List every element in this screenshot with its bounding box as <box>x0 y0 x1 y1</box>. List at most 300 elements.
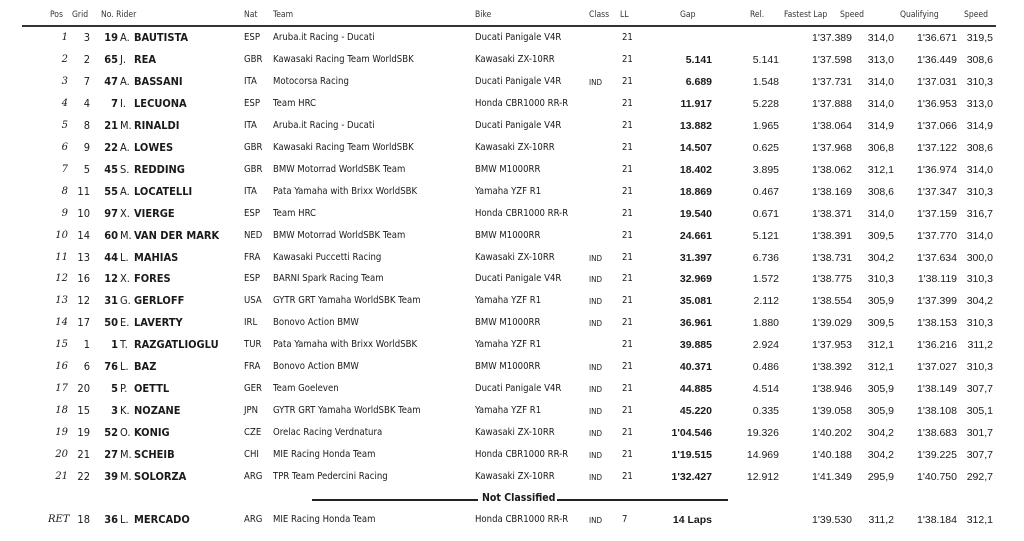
team-name: BMW Motorrad WorldSBK Team <box>273 229 406 241</box>
rider-class: IND <box>589 275 603 285</box>
rider-nationality: ESP <box>244 32 260 43</box>
relative-gap: 6.736 <box>752 251 779 264</box>
team-name: Aruba.it Racing - Ducati <box>273 32 375 43</box>
not-classified-separator <box>312 492 728 506</box>
table-row <box>0 378 1024 400</box>
header-nat: Nat <box>244 10 258 20</box>
qualifying-speed: 310,3 <box>966 185 993 198</box>
team-name: Motocorsa Racing <box>273 75 349 87</box>
bike-model: BMW M1000RR <box>475 163 541 175</box>
fastest-lap: 1'38.731 <box>812 251 852 264</box>
rider-nationality: ESP <box>244 97 260 109</box>
gap-to-leader: 19.540 <box>679 207 712 220</box>
bike-model: Honda CBR1000 RR-R <box>475 449 569 461</box>
team-name: Kawasaki Racing Team WorldSBK <box>273 53 414 65</box>
rider-initial: T. <box>120 338 128 352</box>
fastest-lap: 1'37.968 <box>812 141 852 154</box>
qualifying-speed: 310,3 <box>966 317 993 330</box>
fastest-lap: 1'40.202 <box>812 427 852 440</box>
fastest-lap: 1'38.554 <box>812 295 852 308</box>
bike-model: Honda CBR1000 RR-R <box>475 514 569 525</box>
laps-completed: 21 <box>622 427 633 439</box>
rider-nationality: ESP <box>244 207 260 219</box>
qualifying-speed: 314,0 <box>966 229 993 242</box>
rider-number: 47 <box>104 74 118 88</box>
qualifying-time: 1'37.770 <box>917 229 957 242</box>
top-speed: 306,8 <box>867 141 894 154</box>
grid-position: 13 <box>77 250 90 264</box>
gap-to-leader: 13.882 <box>679 119 712 132</box>
team-name: Bonovo Action BMW <box>273 317 359 329</box>
grid-position: 22 <box>77 470 90 483</box>
team-name: Bonovo Action BMW <box>273 361 359 373</box>
separator-line-left <box>312 499 478 501</box>
rider-initial: S. <box>120 162 130 176</box>
rider-nationality: IRL <box>244 317 258 329</box>
bike-model: Yamaha YZF R1 <box>475 405 542 417</box>
grid-position: 1 <box>83 338 90 352</box>
fastest-lap: 1'38.391 <box>812 229 852 242</box>
rider-number: 19 <box>104 31 118 44</box>
qualifying-time: 1'38.119 <box>917 273 957 286</box>
qualifying-time: 1'37.066 <box>917 119 957 132</box>
gap-to-leader: 24.661 <box>679 229 712 242</box>
bike-model: Kawasaki ZX-10RR <box>475 53 555 65</box>
rider-number: 21 <box>104 118 118 132</box>
header-fastest-lap: Fastest Lap <box>784 10 828 20</box>
laps-completed: 21 <box>622 119 633 131</box>
laps-completed: 21 <box>622 229 633 241</box>
bike-model: Kawasaki ZX-10RR <box>475 471 555 482</box>
rider-position: 19 <box>55 427 68 439</box>
laps-completed: 21 <box>622 207 633 219</box>
qualifying-time: 1'38.184 <box>917 514 957 526</box>
rider-class: IND <box>589 363 603 373</box>
rider-surname: REA <box>134 52 157 66</box>
grid-position: 21 <box>77 448 90 462</box>
laps-completed: 21 <box>622 449 633 461</box>
top-speed: 308,6 <box>867 185 894 198</box>
relative-gap: 19.326 <box>746 427 779 440</box>
fastest-lap: 1'38.775 <box>812 273 852 286</box>
rider-surname: BASSANI <box>134 74 183 88</box>
fastest-lap: 1'37.731 <box>812 75 852 88</box>
fastest-lap: 1'38.064 <box>812 119 852 132</box>
team-name: GYTR GRT Yamaha WorldSBK Team <box>273 295 421 307</box>
fastest-lap: 1'40.188 <box>812 449 852 462</box>
qualifying-speed: 308,6 <box>966 141 993 154</box>
bike-model: Honda CBR1000 RR-R <box>475 207 569 219</box>
grid-position: 3 <box>83 31 90 44</box>
fastest-lap: 1'37.888 <box>812 97 852 110</box>
gap-to-leader: 45.220 <box>679 405 712 418</box>
team-name: BARNI Spark Racing Team <box>273 273 384 285</box>
laps-completed: 21 <box>622 471 633 482</box>
qualifying-time: 1'38.683 <box>917 427 957 440</box>
rider-initial: O. <box>120 426 131 440</box>
top-speed: 314,0 <box>867 75 894 88</box>
qualifying-time: 1'37.399 <box>917 295 957 308</box>
rider-surname: RINALDI <box>134 118 180 132</box>
table-row <box>0 312 1024 334</box>
qualifying-time: 1'36.974 <box>917 163 957 176</box>
bike-model: Kawasaki ZX-10RR <box>475 427 555 439</box>
laps-completed: 21 <box>622 53 633 65</box>
gap-to-leader: 18.869 <box>679 185 712 198</box>
gap-to-leader: 18.402 <box>679 163 712 176</box>
bike-model: BMW M1000RR <box>475 229 541 241</box>
header-rel: Rel. <box>750 10 765 20</box>
fastest-lap: 1'38.062 <box>812 163 852 176</box>
team-name: Team HRC <box>273 207 317 219</box>
team-name: Team HRC <box>273 97 317 109</box>
gap-to-leader: 14.507 <box>679 141 712 154</box>
rider-initial: A. <box>120 74 130 88</box>
rider-position: 13 <box>55 295 68 307</box>
team-name: Kawasaki Racing Team WorldSBK <box>273 141 414 153</box>
rider-initial: X. <box>120 206 130 220</box>
laps-completed: 21 <box>622 339 633 351</box>
top-speed: 305,9 <box>867 383 894 396</box>
rider-number: 7 <box>111 96 118 110</box>
table-row <box>0 422 1024 444</box>
team-name: Aruba.it Racing - Ducati <box>273 119 375 131</box>
rider-nationality: CHI <box>244 449 259 461</box>
not-classified-label: Not Classified <box>482 492 556 504</box>
rider-class: IND <box>589 451 603 461</box>
team-name: Kawasaki Puccetti Racing <box>273 251 382 263</box>
rider-nationality: GER <box>244 383 262 395</box>
relative-gap: 1.880 <box>752 317 779 330</box>
rider-class: IND <box>589 473 603 482</box>
table-row <box>0 444 1024 466</box>
qualifying-time: 1'36.449 <box>917 53 957 66</box>
top-speed: 314,9 <box>867 119 894 132</box>
gap-to-leader: 44.885 <box>679 383 712 396</box>
qualifying-speed: 316,7 <box>966 207 993 220</box>
rider-number: 27 <box>104 448 118 462</box>
rider-nationality: GBR <box>244 53 263 65</box>
rider-surname: BAUTISTA <box>134 31 189 44</box>
bike-model: Kawasaki ZX-10RR <box>475 141 555 153</box>
table-row <box>0 268 1024 290</box>
gap-to-leader: 1'32.427 <box>671 471 712 483</box>
table-row <box>0 509 1024 531</box>
relative-gap: 5.121 <box>752 229 779 242</box>
rider-initial: I. <box>120 96 127 110</box>
grid-position: 5 <box>83 162 90 176</box>
fastest-lap: 1'39.530 <box>812 514 852 526</box>
bike-model: Yamaha YZF R1 <box>475 295 542 307</box>
gap-to-leader: 6.689 <box>685 75 712 88</box>
laps-completed: 21 <box>622 97 633 109</box>
rider-nationality: GBR <box>244 141 263 153</box>
qualifying-speed: 312,1 <box>966 514 993 526</box>
top-speed: 304,2 <box>867 251 894 264</box>
grid-position: 4 <box>83 96 90 110</box>
fastest-lap: 1'38.169 <box>812 185 852 198</box>
gap-to-leader: 11.917 <box>680 97 712 110</box>
grid-position: 6 <box>83 360 90 374</box>
header-grid: Grid <box>72 10 89 20</box>
bike-model: Yamaha YZF R1 <box>475 185 542 197</box>
grid-position: 9 <box>83 140 90 154</box>
rider-number: 76 <box>104 360 118 374</box>
rider-position: 12 <box>55 273 68 285</box>
fastest-lap: 1'37.953 <box>812 339 852 352</box>
qualifying-time: 1'36.216 <box>917 339 957 352</box>
rider-initial: J. <box>120 52 127 66</box>
fastest-lap: 1'38.371 <box>812 207 852 220</box>
rider-surname: VIERGE <box>134 206 175 220</box>
relative-gap: 5.228 <box>752 97 779 110</box>
gap-to-leader: 39.885 <box>679 339 712 352</box>
rider-nationality: FRA <box>244 361 261 373</box>
top-speed: 305,9 <box>867 295 894 308</box>
rider-number: 12 <box>104 272 118 286</box>
header-bike: Bike <box>475 10 492 20</box>
fastest-lap: 1'39.029 <box>812 317 852 330</box>
rider-class: IND <box>589 429 603 439</box>
rider-surname: RAZGATLIOGLU <box>134 338 219 352</box>
laps-completed: 21 <box>622 141 633 153</box>
qualifying-speed: 301,7 <box>966 427 993 440</box>
table-row <box>0 225 1024 247</box>
rider-number: 97 <box>104 206 118 220</box>
qualifying-time: 1'40.750 <box>917 471 957 483</box>
laps-completed: 21 <box>622 361 633 373</box>
qualifying-speed: 307,7 <box>966 449 993 462</box>
qualifying-speed: 314,9 <box>966 119 993 132</box>
fastest-lap: 1'39.058 <box>812 405 852 418</box>
rider-number: 45 <box>104 162 118 176</box>
bike-model: BMW M1000RR <box>475 361 541 373</box>
rider-surname: BAZ <box>134 360 157 374</box>
rider-class: IND <box>589 319 603 329</box>
gap-to-leader: 32.969 <box>679 273 712 286</box>
gap-to-leader: 31.397 <box>679 251 712 264</box>
table-row <box>0 115 1024 137</box>
top-speed: 314,0 <box>867 32 894 44</box>
rider-position: 5 <box>61 119 68 131</box>
rider-number: 55 <box>104 184 118 198</box>
qualifying-time: 1'38.149 <box>917 383 957 396</box>
header-qualifying: Qualifying <box>900 10 939 20</box>
qualifying-time: 1'36.671 <box>917 32 957 44</box>
laps-completed: 21 <box>622 163 633 175</box>
table-row <box>0 71 1024 93</box>
rider-position: RET <box>48 514 70 525</box>
laps-completed: 21 <box>622 32 633 43</box>
table-row <box>0 334 1024 356</box>
rider-position: 21 <box>55 471 68 482</box>
bike-model: Ducati Panigale V4R <box>475 383 562 395</box>
gap-to-leader: 5.141 <box>685 53 712 66</box>
qualifying-speed: 310,3 <box>966 361 993 374</box>
rider-surname: NOZANE <box>134 404 181 418</box>
rider-number: 60 <box>104 228 118 242</box>
rider-position: 1 <box>61 32 68 43</box>
top-speed: 309,5 <box>867 229 894 242</box>
separator-line-right <box>557 499 728 501</box>
rider-position: 15 <box>55 339 68 351</box>
qualifying-time: 1'37.347 <box>917 185 957 198</box>
bike-model: Honda CBR1000 RR-R <box>475 97 569 109</box>
rider-nationality: FRA <box>244 251 261 263</box>
grid-position: 16 <box>77 272 90 286</box>
fastest-lap: 1'38.946 <box>812 383 852 396</box>
rider-initial: M. <box>120 228 132 242</box>
qualifying-speed: 305,1 <box>966 405 993 418</box>
qualifying-speed: 314,0 <box>966 163 993 176</box>
relative-gap: 0.671 <box>752 207 779 220</box>
rider-number: 1 <box>111 338 118 352</box>
rider-surname: SOLORZA <box>134 470 187 483</box>
fastest-lap: 1'38.392 <box>812 361 852 374</box>
laps-completed: 21 <box>622 295 633 307</box>
rider-nationality: ESP <box>244 273 260 285</box>
top-speed: 311,2 <box>868 514 894 526</box>
laps-completed: 21 <box>622 405 633 417</box>
qualifying-speed: 308,6 <box>966 53 993 66</box>
grid-position: 8 <box>83 118 90 132</box>
rider-position: 3 <box>61 75 68 87</box>
team-name: Pata Yamaha with Brixx WorldSBK <box>273 339 418 351</box>
rider-number: 52 <box>104 426 118 440</box>
grid-position: 20 <box>77 382 90 396</box>
rider-initial: E. <box>120 316 130 330</box>
rider-class: IND <box>589 516 603 525</box>
rider-nationality: ITA <box>244 119 257 131</box>
qualifying-speed: 307,7 <box>966 383 993 396</box>
qualifying-time: 1'38.108 <box>917 405 957 418</box>
top-speed: 309,5 <box>867 317 894 330</box>
bike-model: Ducati Panigale V4R <box>475 75 562 87</box>
team-name: MIE Racing Honda Team <box>273 449 376 461</box>
table-row <box>0 290 1024 312</box>
rider-surname: VAN DER MARK <box>134 228 220 242</box>
laps-completed: 21 <box>622 251 633 263</box>
relative-gap: 12.912 <box>746 471 779 483</box>
bike-model: Yamaha YZF R1 <box>475 339 542 351</box>
rider-number: 22 <box>104 140 118 154</box>
rider-position: 17 <box>55 383 68 395</box>
rider-position: 10 <box>55 229 68 241</box>
rider-surname: LOWES <box>134 140 174 154</box>
table-row <box>0 181 1024 203</box>
rider-initial: M. <box>120 118 132 132</box>
rider-nationality: CZE <box>244 427 262 439</box>
rider-initial: L. <box>120 250 129 264</box>
relative-gap: 0.486 <box>752 361 779 374</box>
bike-model: BMW M1000RR <box>475 317 541 329</box>
qualifying-time: 1'37.122 <box>917 141 957 154</box>
team-name: GYTR GRT Yamaha WorldSBK Team <box>273 405 421 417</box>
rider-surname: GERLOFF <box>134 294 185 308</box>
rider-position: 11 <box>55 251 68 263</box>
rider-initial: M. <box>120 448 132 462</box>
rider-position: 18 <box>55 405 68 417</box>
rider-surname: MAHIAS <box>134 250 179 264</box>
gap-to-leader: 1'04.546 <box>671 427 712 440</box>
gap-to-leader: 35.081 <box>679 295 712 308</box>
rider-position: 4 <box>61 97 68 109</box>
rider-surname: OETTL <box>134 382 170 396</box>
rider-surname: MERCADO <box>134 513 190 526</box>
team-name: Pata Yamaha with Brixx WorldSBK <box>273 185 418 197</box>
header-gap: Gap <box>680 10 696 20</box>
rider-nationality: ITA <box>244 185 257 197</box>
table-row <box>0 400 1024 422</box>
relative-gap: 1.548 <box>752 75 779 88</box>
rider-position: 14 <box>55 317 68 329</box>
rider-surname: REDDING <box>134 162 185 176</box>
rider-initial: A. <box>120 31 130 44</box>
fastest-lap: 1'37.598 <box>812 53 852 66</box>
top-speed: 313,0 <box>867 53 894 66</box>
grid-position: 7 <box>83 74 90 88</box>
rider-nationality: ARG <box>244 471 263 482</box>
header-ll: LL <box>620 10 629 20</box>
rider-number: 3 <box>111 404 118 418</box>
rider-initial: K. <box>120 404 130 418</box>
qualifying-time: 1'37.027 <box>917 361 957 374</box>
rider-class: IND <box>589 385 603 395</box>
rider-position: 6 <box>61 141 68 153</box>
relative-gap: 14.969 <box>746 449 779 462</box>
qualifying-time: 1'39.225 <box>917 449 957 462</box>
header-speed: Speed <box>840 10 864 20</box>
rider-initial: A. <box>120 140 130 154</box>
rider-position: 16 <box>55 361 68 373</box>
rider-nationality: USA <box>244 295 262 307</box>
rider-number: 39 <box>104 470 118 483</box>
relative-gap: 2.924 <box>752 339 779 352</box>
grid-position: 19 <box>77 426 90 440</box>
rider-number: 50 <box>104 316 118 330</box>
gap-to-leader: 40.371 <box>679 361 712 374</box>
top-speed: 304,2 <box>867 427 894 440</box>
relative-gap: 4.514 <box>752 383 779 396</box>
rider-position: 7 <box>61 163 68 175</box>
laps-completed: 21 <box>622 383 633 395</box>
qualifying-time: 1'37.031 <box>917 75 957 88</box>
table-row <box>0 203 1024 225</box>
fastest-lap: 1'41.349 <box>812 471 852 483</box>
table-header <box>0 10 1024 24</box>
bike-model: Ducati Panigale V4R <box>475 119 562 131</box>
top-speed: 312,1 <box>867 339 894 352</box>
table-row <box>0 27 1024 49</box>
team-name: Orelac Racing Verdnatura <box>273 427 383 439</box>
relative-gap: 0.625 <box>752 141 779 154</box>
top-speed: 312,1 <box>867 361 894 374</box>
grid-position: 11 <box>77 184 90 198</box>
top-speed: 314,0 <box>867 97 894 110</box>
rider-surname: SCHEIB <box>134 448 175 462</box>
rider-nationality: GBR <box>244 163 263 175</box>
rider-surname: LECUONA <box>134 96 187 110</box>
rider-nationality: ARG <box>244 514 263 525</box>
top-speed: 295,9 <box>867 471 894 483</box>
laps-completed: 21 <box>622 273 633 285</box>
team-name: TPR Team Pedercini Racing <box>273 471 388 482</box>
relative-gap: 1.572 <box>752 273 779 286</box>
qualifying-time: 1'38.153 <box>917 317 957 330</box>
grid-position: 2 <box>83 52 90 66</box>
grid-position: 18 <box>77 513 90 526</box>
rider-class: IND <box>589 77 603 87</box>
